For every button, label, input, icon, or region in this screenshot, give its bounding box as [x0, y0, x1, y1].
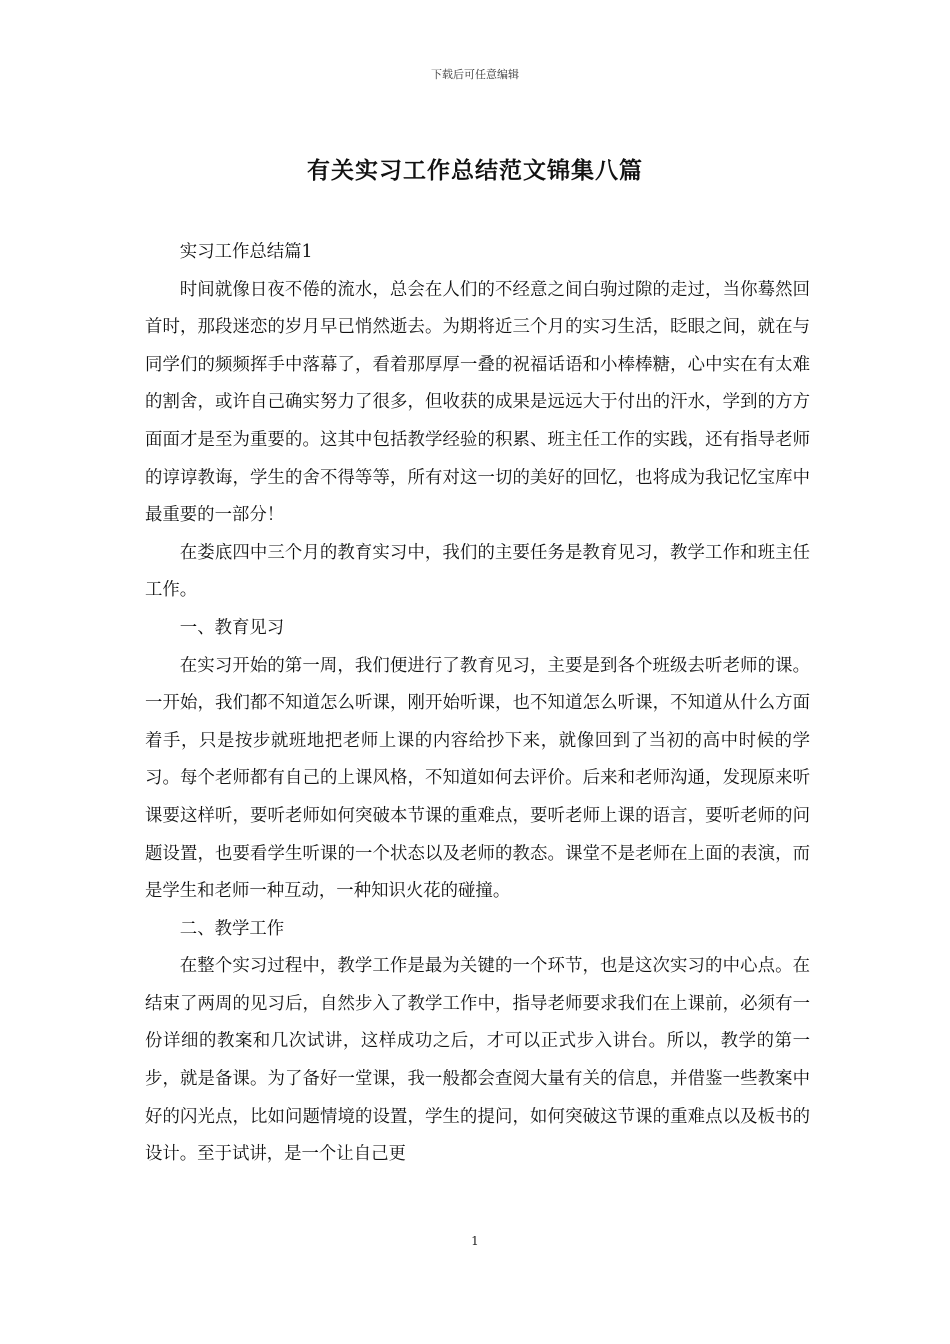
page-number: 1	[471, 1234, 479, 1248]
section-heading: 一、教育见习	[179, 617, 285, 638]
body-paragraph: 时间就像日夜不倦的流水，总会在人们的不经意之间白驹过隙的走过，当你蓦然回首时，那段迷恋的岁月早已悄然逝去。为期将近三个月的实习生活，眨眼之间，就在与同学们的频频挥手中落幕了，看着那厚厚一叠的祝福话语和小棒棒糖，心中实在有太难的割舍，或许自己确实努力了很多，但收获的成果是远远大于付出的汗水，学到的方方面面才是至为重要的。这其中包括教学经验的积累、班主任工作的实践，还有指导老师的谆谆教诲，学生的舍不得等等，所有对这一切的美好的回忆，也将成为我记忆宝库中最重要的一部分！	[145, 279, 810, 526]
document-body	[145, 234, 810, 1174]
body-paragraph: 在娄底四中三个月的教育实习中，我们的主要任务是教育见习，教学工作和班主任工作。	[145, 542, 810, 601]
body-paragraph: 在整个实习过程中，教学工作是最为关键的一个环节，也是这次实习的中心点。在结束了两周的见习后，自然步入了教学工作中，指导老师要求我们在上课前，必须有一份详细的教案和几次试讲，这样成功之后，才可以正式步入讲台。所以，教学的第一步，就是备课。为了备好一堂课，我一般都会查阅大量有关的信息，并借鉴一些教案中好的闪光点，比如问题情境的设置，学生的提问，如何突破这节课的重难点以及板书的设计。至于试讲，是一个让自己更	[145, 956, 810, 1165]
document-title: 有关实习工作总结范文锦集八篇	[307, 157, 643, 184]
page-header: 下载后可任意编辑	[431, 68, 519, 81]
body-paragraph: 在实习开始的第一周，我们便进行了教育见习，主要是到各个班级去听老师的课。一开始，我们都不知道怎么听课，刚开始听课，也不知道怎么听课，不知道从什么方面着手，只是按步就班地把老师上课的内容给抄下来，就像回到了当初的高中时候的学习。每个老师都有自己的上课风格，不知道如何去评价。后来和老师沟通，发现原来听课要这样听，要听老师如何突破本节课的重难点，要听老师上课的语言，要听老师的问题设置，也要看学生听课的一个状态以及老师的教态。课堂不是老师在上面的表演，而是学生和老师一种互动，一种知识火花的碰撞。	[145, 655, 810, 902]
section-heading: 实习工作总结篇1	[179, 242, 313, 262]
section-heading: 二、教学工作	[179, 918, 285, 939]
